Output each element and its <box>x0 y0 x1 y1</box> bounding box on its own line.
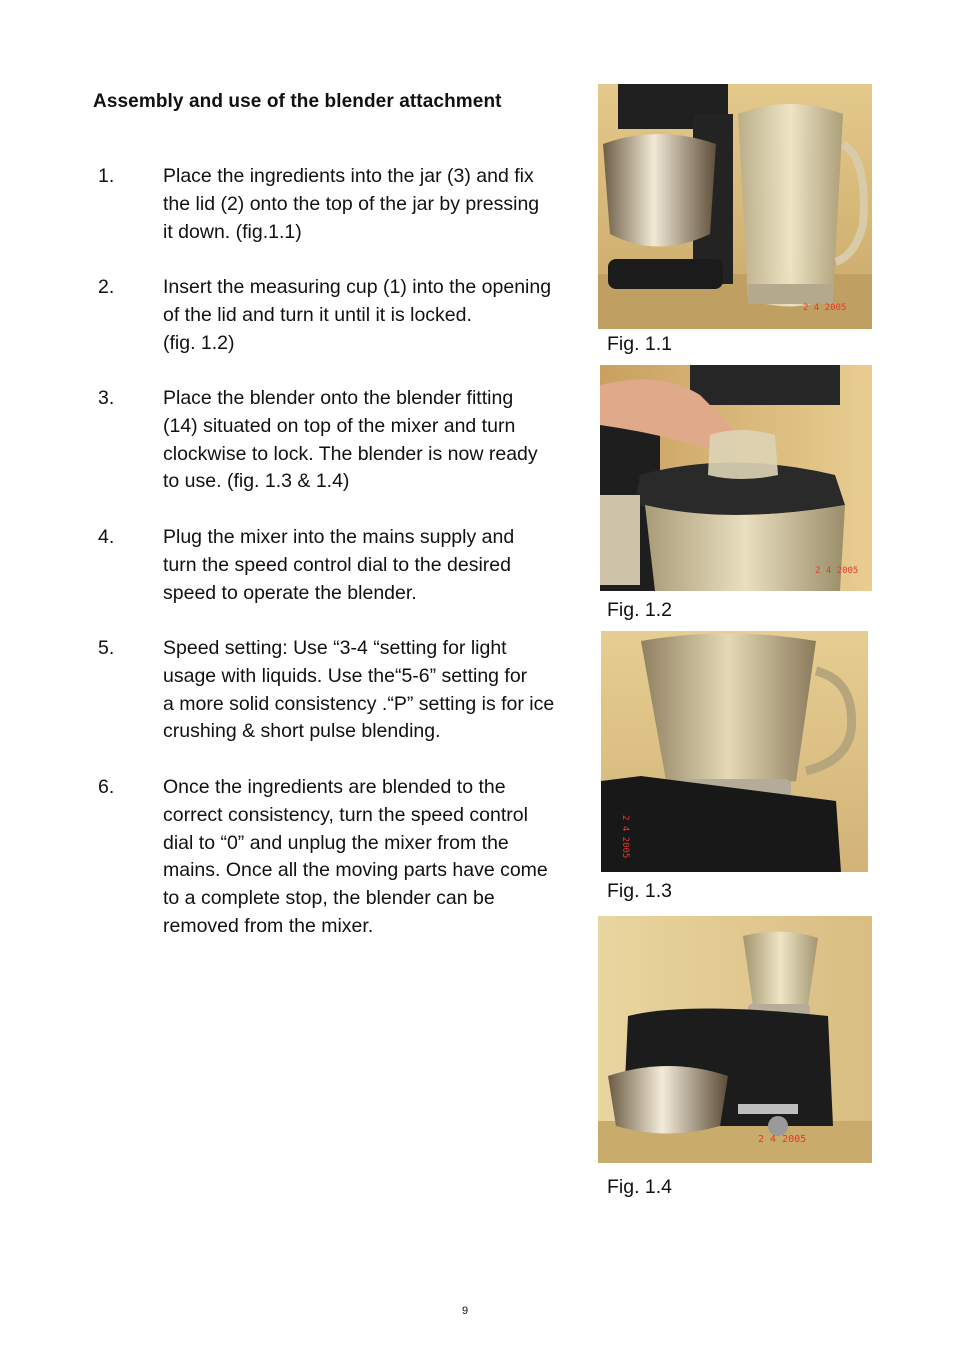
step-text: Once the ingredients are blended to the correct consistency, turn the speed control dial to “0” and unplug the mixer from the mains. Once all the moving parts have come to a complete stop, the blender can be removed from the mixer. <box>163 776 548 937</box>
figure-1-2-photo <box>600 365 872 591</box>
figure-1-3-caption: Fig. 1.3 <box>607 880 673 902</box>
figure-1-1-photo <box>598 84 872 329</box>
date-stamp: 2 4 2005 <box>620 815 630 859</box>
figure-1-3-photo <box>601 631 868 872</box>
step-text: Place the blender onto the blender fitting (14) situated on top of the mixer and turn clockwise to lock. The blender is now ready to use. (fig. 1.3 & 1.4) <box>163 387 538 493</box>
step-number: 3. <box>98 387 115 409</box>
step-text: Place the ingredients into the jar (3) and fix the lid (2) onto the top of the jar by pressing it down. (fig.1.1) <box>163 165 540 243</box>
figure-1-4-caption: Fig. 1.4 <box>607 1176 673 1198</box>
step-text: Speed setting: Use “3-4 “setting for light usage with liquids. Use the“5-6” setting for a more solid consistency .“P” setting is for ice crushing & short pulse blending. <box>163 637 555 743</box>
step-number: 4. <box>98 526 115 548</box>
page-heading: Assembly and use of the blender attachment <box>93 91 502 112</box>
figure-1-4-photo <box>598 916 872 1163</box>
step-number: 2. <box>98 276 115 298</box>
date-stamp: 2 4 2005 <box>803 303 847 313</box>
figure-1-2-caption: Fig. 1.2 <box>607 599 673 621</box>
step-text: Plug the mixer into the mains supply and turn the speed control dial to the desired speed to operate the blender. <box>163 526 515 604</box>
figure-1-1-caption: Fig. 1.1 <box>607 333 673 355</box>
step-number: 5. <box>98 637 115 659</box>
page-number: 9 <box>461 1305 469 1317</box>
date-stamp: 2 4 2005 <box>758 1134 807 1145</box>
date-stamp: 2 4 2005 <box>815 566 859 576</box>
step-number: 6. <box>98 776 115 798</box>
step-number: 1. <box>98 165 115 187</box>
step-text: Insert the measuring cup (1) into the opening of the lid and turn it until it is locked. (fig. 1.2) <box>163 276 552 354</box>
